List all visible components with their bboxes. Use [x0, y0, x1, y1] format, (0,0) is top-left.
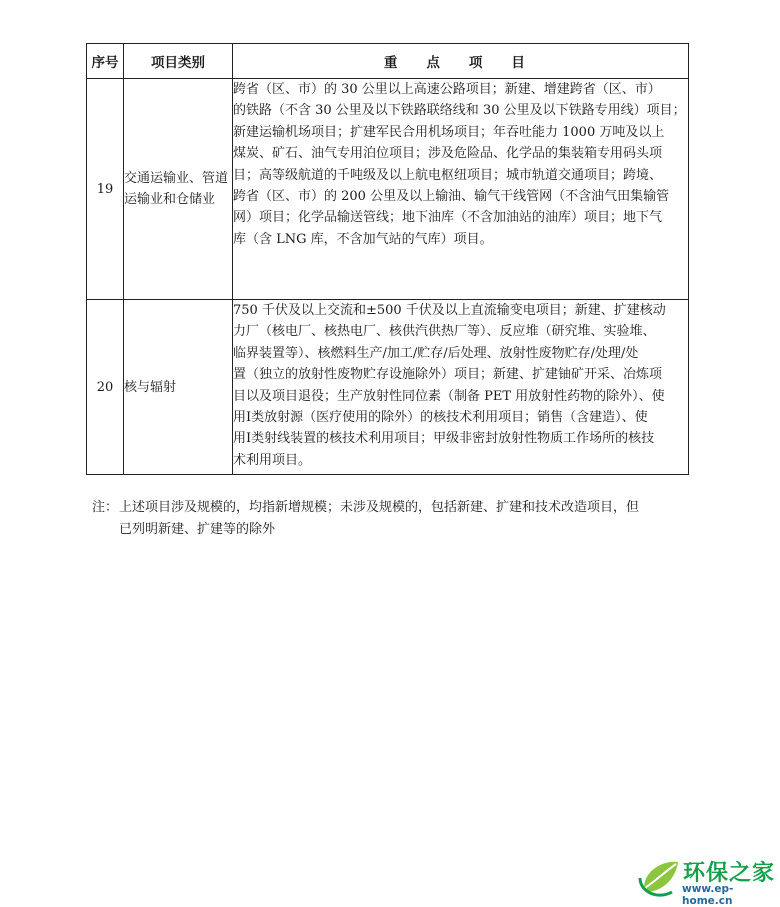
project-line: 库（含 LNG 库，不含加气站的气库）项目。 — [233, 231, 493, 247]
logo-name: 环保之家 — [683, 861, 776, 886]
table-row — [87, 79, 689, 300]
logo-url: www.ep-home.cn — [682, 883, 734, 907]
header-num: 序号 — [87, 44, 124, 79]
table-row — [87, 300, 689, 475]
table-header-row — [87, 44, 689, 79]
row-num: 20 — [87, 300, 124, 475]
watermark-logo — [638, 856, 780, 907]
project-line: 力厂（核电厂、核热电厂、核供汽供热厂等）、反应堆（研究堆、实验堆、 — [233, 324, 656, 340]
leaf-globe-icon — [638, 856, 682, 900]
project-line: 临界装置等）、核燃料生产/加工/贮存/后处理、放射性废物贮存/处理/处 — [233, 345, 639, 361]
row-category: 核与辐射 — [124, 300, 233, 475]
project-line: 用Ⅰ类放射源（医疗使用的除外）的核技术利用项目；销售（含建造）、使 — [233, 410, 648, 426]
project-line: 网）项目；化学品输送管线；地下油库（不含加油站的油库）项目；地下气 — [233, 210, 663, 226]
footnote-line — [92, 497, 692, 519]
project-line: 术利用项目。 — [233, 452, 312, 468]
project-line: 目以及项目退役；生产放射性同位素（制备 PET 用放射性药物的除外）、使 — [233, 388, 665, 404]
footnote — [92, 497, 692, 541]
project-line: 750 千伏及以上交流和±500 千伏及以上直流输变电项目；新建、扩建核动 — [233, 303, 666, 318]
footnote-line: 已列明新建、扩建等的除外 — [119, 522, 276, 537]
header-projects: 重 点 项 目 — [233, 44, 689, 79]
project-line: 煤炭、矿石、油气专用泊位项目；涉及危险品、化学品的集装箱专用码头项 — [233, 146, 663, 162]
project-line: 置（独立的放射性废物贮存设施除外）项目；新建、扩建铀矿开采、冶炼项 — [233, 367, 663, 383]
footnote-label: 注： — [92, 500, 119, 515]
footnote-text: 上述项目涉及规模的，均指新增规模；未涉及规模的，包括新建、扩建和技术改造项目，但 — [119, 500, 640, 515]
project-line: 新建运输机场项目；扩建军民合用机场项目；年吞吐能力 1000 万吨及以上 — [233, 124, 665, 140]
project-line: 跨省（区、市）的 200 公里及以上输油、输气干线管网（不含油气田集输管 — [233, 189, 670, 205]
project-line: 跨省（区、市）的 30 公里以上高速公路项目；新建、增建跨省（区、市） — [233, 82, 661, 97]
projects-table — [86, 43, 689, 475]
project-line: 的铁路（不含 30 公里及以下铁路联络线和 30 公里及以下铁路专用线）项目； — [233, 103, 686, 119]
row-category: 交通运输业、管道运输业和仓储业 — [124, 79, 233, 300]
project-line: 目；高等级航道的千吨级及以上航电枢纽项目；城市轨道交通项目；跨境、 — [233, 167, 663, 183]
row-num: 19 — [87, 79, 124, 300]
header-category: 项目类别 — [124, 44, 233, 79]
project-line: 用Ⅰ类射线装置的核技术利用项目；甲级非密封放射性物质工作场所的核技 — [233, 431, 655, 447]
row-projects — [233, 79, 689, 300]
row-projects — [233, 300, 689, 475]
